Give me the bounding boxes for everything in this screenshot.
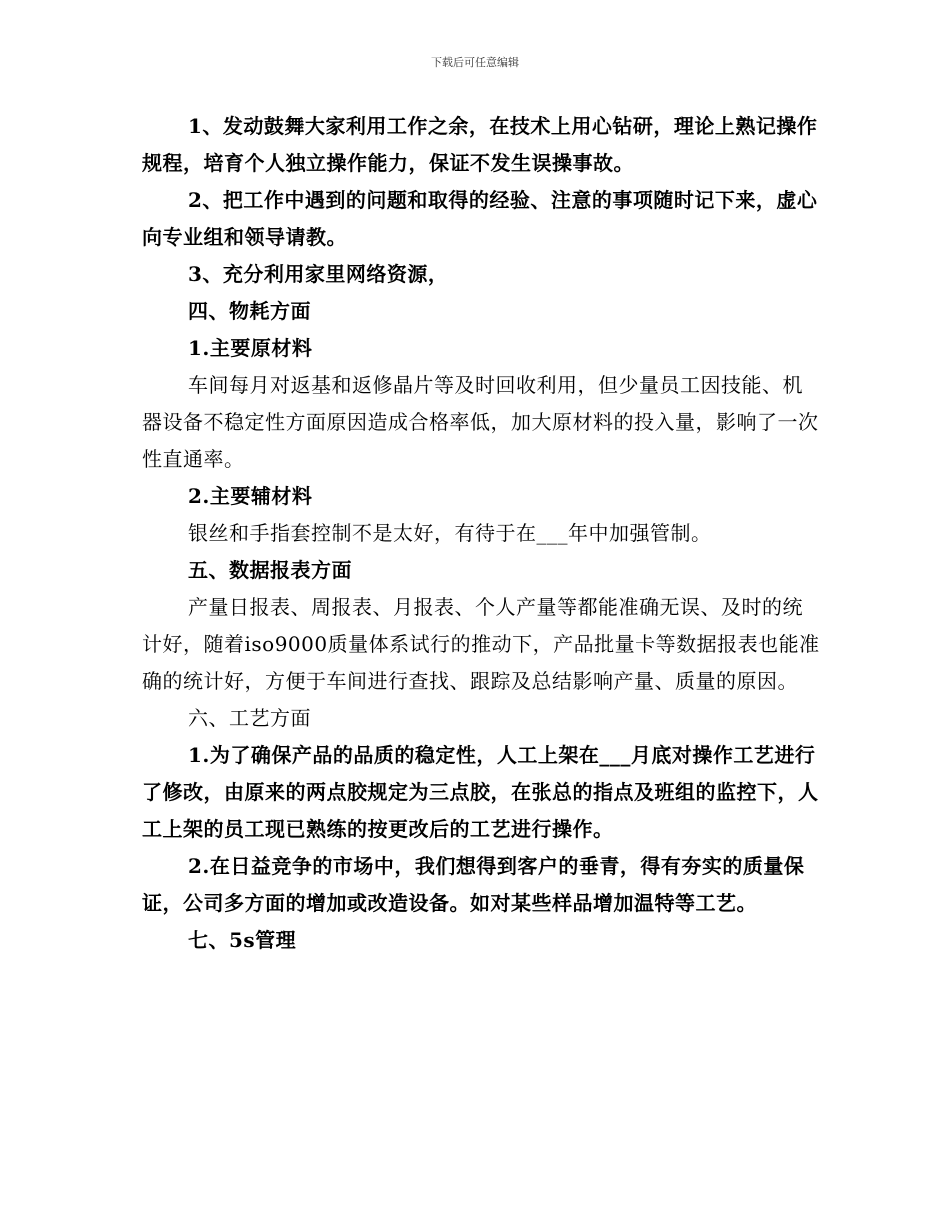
section-heading-materials: 四、物耗方面 (188, 299, 311, 323)
section-heading-5s: 七、5s管理 (188, 928, 297, 952)
paragraph-auxiliary-materials: 银丝和手指套控制不是太好，有待于在___年中加强管制。 (188, 521, 712, 545)
document-body (142, 108, 822, 959)
page-header: 下载后可任意编辑 (431, 56, 519, 69)
subheading-raw-materials: 1.主要原材料 (188, 336, 313, 360)
subheading-auxiliary-materials: 2.主要辅材料 (188, 484, 313, 508)
section-heading-reports: 五、数据报表方面 (188, 558, 352, 582)
section-heading-process: 六、工艺方面 (188, 706, 311, 730)
paragraph-study: 1、发动鼓舞大家利用工作之余，在技术上用心钻研，理论上熟记操作规程，培育个人独立操作能力，保证不发生误操事故。 (142, 114, 818, 175)
paragraph-record-problems: 2、把工作中遇到的问题和取得的经验、注意的事项随时记下来，虚心向专业组和领导请教。 (142, 188, 818, 249)
paragraph-network-resources: 3、充分利用家里网络资源， (188, 262, 449, 286)
paragraph-process-2: 2.在日益竞争的市场中，我们想得到客户的垂青，得有夯实的质量保证，公司多方面的增加或改造设备。如对某些样品增加温特等工艺。 (142, 854, 805, 915)
paragraph-reports: 产量日报表、周报表、月报表、个人产量等都能准确无误、及时的统计好，随着iso9000质量体系试行的推动下，产品批量卡等数据报表也能准确的统计好，方便于车间进行查找、跟踪及总结影响产量、质量的原因。 (142, 595, 820, 693)
paragraph-process-1: 1.为了确保产品的品质的稳定性，人工上架在___月底对操作工艺进行了修改，由原来的两点胶规定为三点胶，在张总的指点及班组的监控下，人工上架的员工现已熟练的按更改后的工艺进行操作。 (142, 743, 819, 841)
paragraph-raw-materials: 车间每月对返基和返修晶片等及时回收利用，但少量员工因技能、机器设备不稳定性方面原因造成合格率低，加大原材料的投入量，影响了一次性直通率。 (142, 373, 819, 471)
